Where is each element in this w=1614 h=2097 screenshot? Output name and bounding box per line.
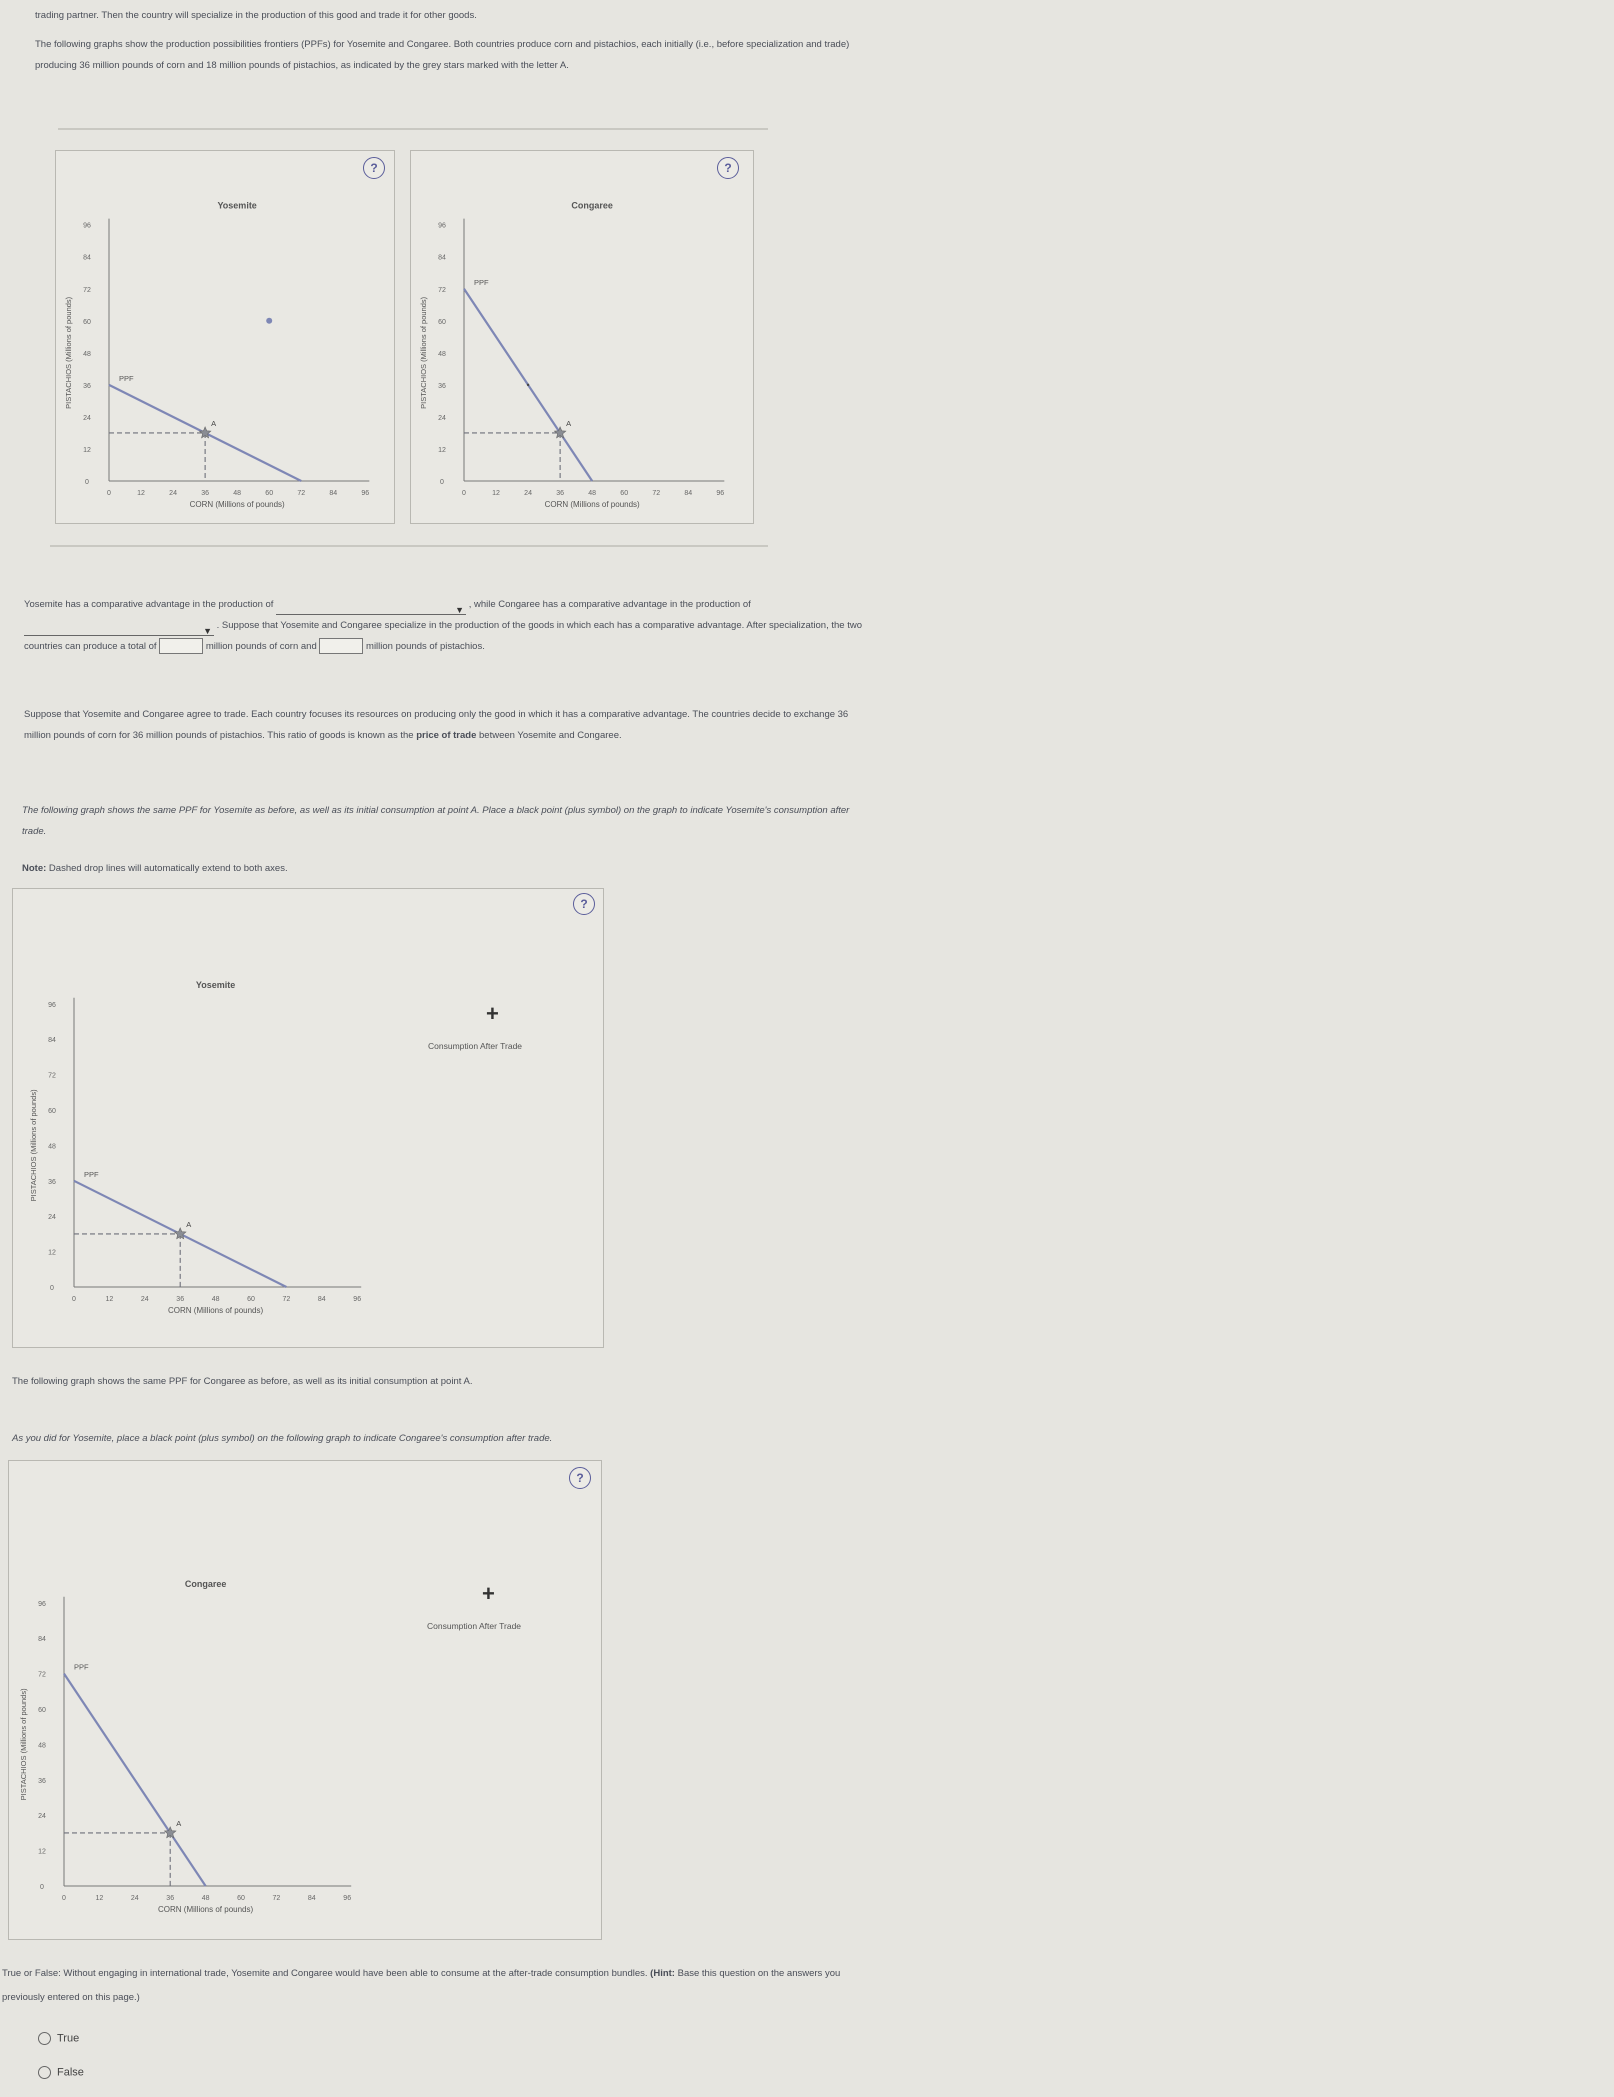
- ppf-label: PPF: [474, 277, 489, 287]
- congaree-graph-panel: [8, 1460, 602, 1940]
- y-tick-label: 96: [38, 1600, 46, 1608]
- x-tick-label: 24: [130, 1895, 139, 1902]
- y-tick-label: 96: [83, 222, 91, 230]
- x-tick-label: 60: [247, 1296, 255, 1303]
- note-text: Dashed drop lines will automatically extend to both axes.: [48, 863, 288, 874]
- yosemite-ppf-chart-top: [56, 151, 394, 523]
- x-axis-label: CORN (Millions of pounds): [189, 500, 285, 509]
- point-a-label: A: [176, 1818, 182, 1828]
- x-tick-label: 36: [201, 490, 210, 497]
- option-false-label: False: [57, 2066, 84, 2079]
- x-tick-label: 60: [265, 490, 274, 497]
- help-icon[interactable]: ?: [717, 157, 739, 179]
- y-tick-label: 48: [38, 1742, 46, 1750]
- point-a-label: A: [566, 418, 572, 428]
- yosemite-advantage-select[interactable]: [276, 600, 466, 615]
- divider-bottom: [50, 545, 768, 547]
- yosemite-instruction: The following graph shows the same PPF for Yosemite as before, as well as its initial consumption at point A. Place a black point (plus symbol) on the graph to indicate Yosemite's consumption after trade.: [22, 805, 850, 837]
- y-tick-label: 96: [48, 1001, 56, 1009]
- trade-term: price of trade: [416, 730, 477, 741]
- x-tick-label: 36: [176, 1296, 185, 1303]
- congaree-ppf-panel-top: [410, 150, 754, 524]
- x-tick-label: 0: [107, 490, 111, 497]
- x-tick-label: 72: [297, 490, 306, 497]
- true-false-question: [2, 1962, 862, 2010]
- consumption-after-trade-label: Consumption After Trade: [428, 1041, 523, 1051]
- x-axis-label: CORN (Millions of pounds): [544, 500, 640, 509]
- plus-tool-icon[interactable]: +: [482, 1581, 495, 1606]
- x-axis-label: CORN (Millions of pounds): [158, 1905, 254, 1914]
- y-tick-label: 36: [83, 382, 91, 390]
- x-tick-label: 12: [105, 1296, 114, 1303]
- x-tick-label: 0: [62, 1895, 66, 1902]
- y-tick-label: 48: [48, 1143, 56, 1151]
- point-a-label: A: [211, 418, 217, 428]
- y-tick-label: 12: [438, 446, 446, 454]
- y-tick-label: 48: [438, 350, 446, 358]
- y-tick-label: 36: [38, 1777, 46, 1785]
- y-tick-label: 84: [48, 1037, 56, 1045]
- x-tick-label: 96: [716, 490, 725, 497]
- y-tick-label: 12: [83, 446, 91, 454]
- intro-line-1: trading partner. Then the country will specialize in the production of this good and trade it for other goods.: [35, 10, 477, 21]
- x-tick-label: 48: [233, 490, 242, 497]
- yosemite-consumption-chart[interactable]: [13, 889, 603, 1347]
- x-tick-label: 24: [169, 490, 177, 497]
- x-tick-label: 0: [72, 1296, 76, 1303]
- y-axis-label: PISTACHIOS (Millions of pounds): [29, 1089, 38, 1202]
- chart-title: Congaree: [184, 1578, 227, 1589]
- comparative-text-5: million pounds of corn and: [205, 641, 317, 652]
- y-tick-label: 60: [438, 318, 446, 326]
- x-tick-label: 72: [272, 1895, 281, 1902]
- x-tick-label: 72: [652, 490, 661, 497]
- x-tick-label: 96: [343, 1895, 352, 1902]
- congaree-instruction: As you did for Yosemite, place a black point (plus symbol) on the following graph to indicate Congaree's consumption after trade.: [12, 1433, 553, 1444]
- hint-text: Base this question on the answers you previously entered on this page.): [2, 1968, 841, 2003]
- congaree-consumption-chart[interactable]: [9, 1461, 601, 1939]
- congaree-advantage-select[interactable]: [24, 621, 214, 636]
- note-label: Note:: [22, 863, 47, 874]
- x-tick-label: 36: [166, 1895, 175, 1902]
- y-axis-label: PISTACHIOS (Millions of pounds): [419, 296, 428, 409]
- x-tick-label: 48: [211, 1296, 220, 1303]
- option-true[interactable]: [38, 2032, 79, 2045]
- comparative-text-4: . Suppose that Yosemite and Congaree specialize in the production of the goods in which each has a comparative advantage. After specialization, the two countries can produce a total of: [24, 620, 863, 652]
- help-icon[interactable]: ?: [363, 157, 385, 179]
- x-axis-label: CORN (Millions of pounds): [168, 1306, 264, 1315]
- ppf-label: PPF: [119, 373, 134, 383]
- y-tick-label: 24: [438, 414, 446, 422]
- intro-paragraph: The following graphs show the production possibilities frontiers (PPFs) for Yosemite and Congaree. Both countries produce corn and pistachios, each initially (i.e., before specialization and trade) producing 36 million pounds of corn and 18 million pounds of pistachios, as indicated by the grey stars marked with the letter A.: [35, 39, 850, 71]
- x-tick-label: 96: [353, 1296, 362, 1303]
- y-tick-label: 96: [438, 222, 446, 230]
- y-tick-label: 84: [38, 1636, 46, 1644]
- x-tick-label: 48: [588, 490, 597, 497]
- option-false[interactable]: [38, 2066, 84, 2079]
- y-tick-label: 12: [38, 1848, 46, 1856]
- y-tick-label: 0: [50, 1285, 54, 1292]
- help-icon[interactable]: ?: [573, 893, 595, 915]
- y-tick-label: 72: [38, 1671, 46, 1679]
- ppf-line: [64, 1674, 206, 1886]
- consumption-after-trade-label: Consumption After Trade: [427, 1621, 522, 1631]
- y-tick-label: 84: [83, 254, 91, 262]
- trade-paragraph: [24, 704, 864, 746]
- total-pistachios-input[interactable]: [319, 638, 363, 654]
- radio-true[interactable]: [38, 2032, 51, 2045]
- ppf-label: PPF: [74, 1662, 89, 1672]
- congaree-ppf-chart-top: [411, 151, 753, 523]
- comparative-text-2: , while Congaree has a comparative advantage in the: [468, 599, 694, 610]
- total-corn-input[interactable]: [159, 638, 203, 654]
- yosemite-ppf-panel-top: [55, 150, 395, 524]
- help-icon[interactable]: ?: [569, 1467, 591, 1489]
- x-tick-label: 12: [95, 1895, 104, 1902]
- x-tick-label: 36: [556, 490, 565, 497]
- x-tick-label: 72: [282, 1296, 291, 1303]
- y-tick-label: 72: [83, 286, 91, 294]
- x-tick-label: 0: [462, 490, 466, 497]
- chevron-down-icon: ▼: [203, 626, 212, 636]
- y-tick-label: 24: [48, 1214, 56, 1222]
- plus-tool-icon[interactable]: +: [486, 1001, 499, 1026]
- x-tick-label: 84: [317, 1296, 326, 1303]
- trade-text-1: Suppose that Yosemite and Congaree agree to trade. Each country focuses its resources on producing only the good in which it has a comparative advantage. The countries decide to exchange 36 million pounds of corn for 36 million pounds of pistachios. This ratio of goods is known as the: [24, 709, 849, 741]
- x-tick-label: 24: [140, 1296, 149, 1303]
- x-tick-label: 60: [237, 1895, 245, 1902]
- question-text: True or False: Without engaging in international trade, Yosemite and Congaree would have been able to consume at the after-trade consumption bundles.: [2, 1968, 648, 1979]
- y-tick-label: 0: [440, 479, 444, 486]
- x-tick-label: 12: [492, 490, 500, 497]
- y-tick-label: 48: [83, 350, 91, 358]
- x-tick-label: 48: [201, 1895, 210, 1902]
- comparative-text-6: million pounds of pistachios.: [366, 641, 485, 652]
- y-tick-label: 60: [83, 318, 91, 326]
- trade-text-2: between Yosemite and Congaree.: [479, 730, 622, 741]
- x-tick-label: 12: [137, 490, 145, 497]
- y-tick-label: 12: [48, 1249, 56, 1257]
- y-tick-label: 72: [438, 286, 446, 294]
- x-tick-label: 84: [684, 490, 693, 497]
- y-tick-label: 24: [83, 414, 91, 422]
- y-axis-label: PISTACHIOS (Millions of pounds): [19, 1688, 28, 1801]
- congaree-intro: The following graph shows the same PPF for Congaree as before, as well as its initial consumption at point A.: [12, 1376, 473, 1387]
- y-tick-label: 72: [48, 1072, 56, 1080]
- y-axis-label: PISTACHIOS (Millions of pounds): [64, 296, 73, 409]
- y-tick-label: 36: [48, 1178, 56, 1186]
- x-tick-label: 60: [620, 490, 629, 497]
- y-tick-label: 0: [40, 1884, 44, 1891]
- note: [22, 857, 288, 880]
- x-tick-label: 24: [524, 490, 532, 497]
- point-a-label: A: [186, 1219, 192, 1229]
- comparative-advantage-question: [24, 594, 864, 657]
- y-tick-label: 0: [85, 479, 89, 486]
- ppf-label: PPF: [84, 1169, 99, 1179]
- chart-title: Yosemite: [195, 979, 236, 990]
- chevron-down-icon: ▼: [455, 605, 465, 615]
- x-tick-label: 84: [329, 490, 338, 497]
- y-tick-label: 24: [38, 1813, 46, 1821]
- chart-title: Congaree: [571, 200, 613, 211]
- stray-dot: [266, 318, 272, 324]
- chart-title: Yosemite: [217, 200, 257, 211]
- y-tick-label: 60: [38, 1707, 46, 1714]
- y-tick-label: 60: [48, 1108, 56, 1115]
- radio-false[interactable]: [38, 2066, 51, 2079]
- stray-dot: [527, 384, 529, 386]
- y-tick-label: 36: [438, 382, 446, 390]
- divider-top: [58, 128, 768, 130]
- option-true-label: True: [57, 2032, 80, 2045]
- hint-label: (Hint:: [650, 1968, 675, 1979]
- y-tick-label: 84: [438, 254, 446, 262]
- comparative-text-1: Yosemite has a comparative advantage in the production of: [24, 599, 274, 610]
- x-tick-label: 96: [361, 490, 370, 497]
- yosemite-graph-panel: [12, 888, 604, 1348]
- x-tick-label: 84: [307, 1895, 316, 1902]
- comparative-text-3: production of: [695, 599, 751, 610]
